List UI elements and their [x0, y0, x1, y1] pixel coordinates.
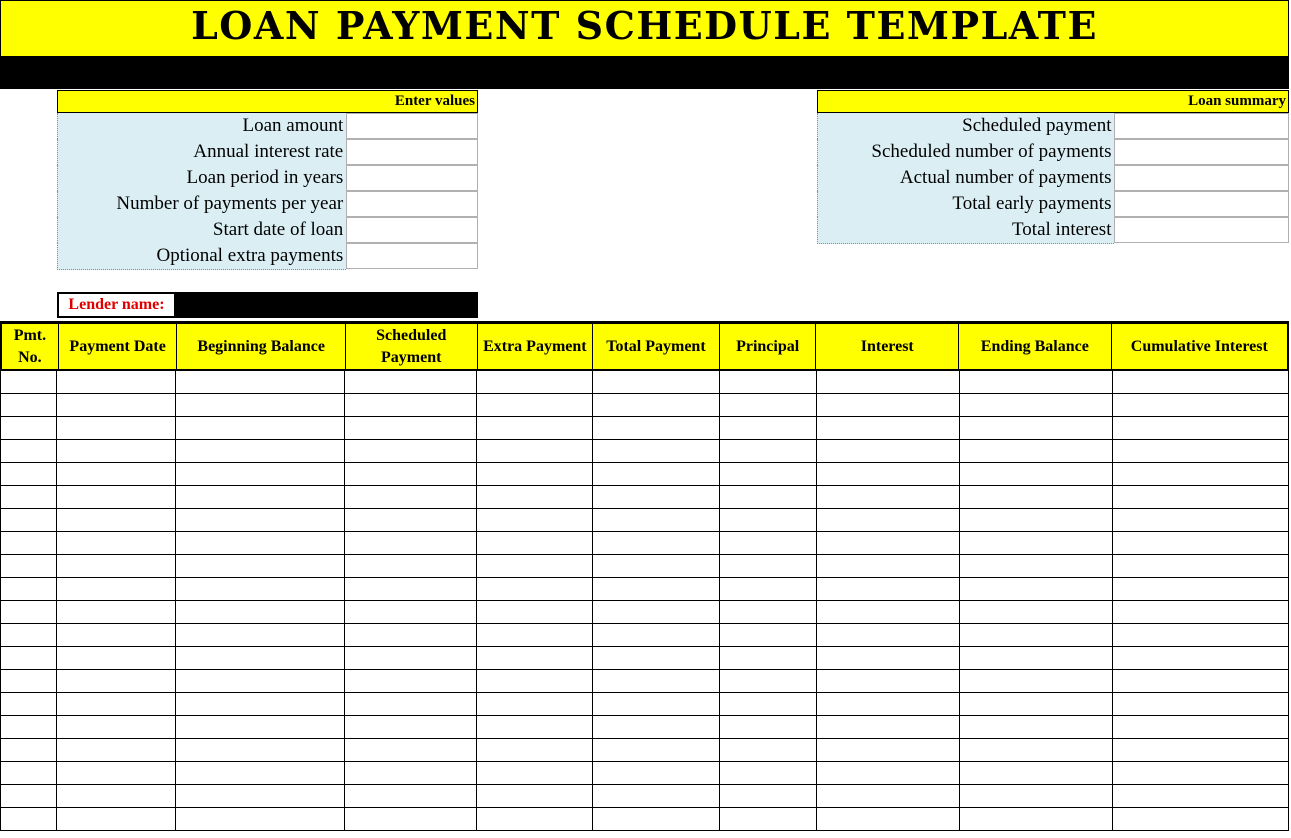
table-cell[interactable] — [176, 785, 345, 807]
table-cell[interactable] — [1113, 578, 1289, 600]
table-cell[interactable] — [477, 578, 593, 600]
loan-summary-row — [817, 113, 1289, 139]
table-cell[interactable] — [57, 578, 176, 600]
table-cell[interactable] — [593, 463, 720, 485]
table-cell[interactable] — [1113, 762, 1289, 784]
table-cell[interactable] — [57, 670, 176, 692]
table-cell[interactable] — [1113, 371, 1289, 393]
table-row — [0, 440, 1289, 463]
table-cell[interactable] — [0, 716, 57, 738]
loan-summary-input[interactable] — [1114, 191, 1289, 217]
enter-values-row — [57, 139, 478, 165]
enter-values-heading: Enter values — [57, 90, 478, 113]
table-cell[interactable] — [57, 693, 176, 715]
loan-summary-label: Scheduled number of payments — [817, 139, 1114, 165]
table-row — [0, 486, 1289, 509]
table-cell[interactable] — [817, 371, 960, 393]
schedule-table-header — [0, 321, 1289, 371]
table-cell[interactable] — [960, 693, 1113, 715]
table-row — [0, 808, 1289, 831]
table-cell[interactable] — [176, 509, 345, 531]
table-cell[interactable] — [176, 578, 345, 600]
table-cell[interactable] — [720, 486, 817, 508]
table-cell[interactable] — [960, 394, 1113, 416]
loan-summary-input[interactable] — [1114, 217, 1289, 243]
table-cell[interactable] — [176, 555, 345, 577]
table-row — [0, 532, 1289, 555]
table-cell[interactable] — [593, 693, 720, 715]
title-bar — [0, 0, 1289, 57]
table-row — [0, 417, 1289, 440]
table-cell[interactable] — [345, 716, 477, 738]
column-header: Scheduled Payment — [346, 324, 478, 369]
table-cell[interactable] — [0, 371, 57, 393]
table-cell[interactable] — [960, 509, 1113, 531]
table-cell[interactable] — [477, 624, 593, 646]
table-cell[interactable] — [960, 601, 1113, 623]
table-cell[interactable] — [593, 371, 720, 393]
table-cell[interactable] — [720, 394, 817, 416]
table-cell[interactable] — [176, 670, 345, 692]
column-header: Payment Date — [59, 324, 178, 369]
table-cell[interactable] — [593, 578, 720, 600]
table-cell[interactable] — [1113, 440, 1289, 462]
table-row — [0, 463, 1289, 486]
table-cell[interactable] — [57, 417, 176, 439]
enter-values-label: Number of payments per year — [57, 191, 346, 217]
table-cell[interactable] — [720, 762, 817, 784]
table-cell[interactable] — [960, 716, 1113, 738]
table-cell[interactable] — [817, 555, 960, 577]
table-cell[interactable] — [345, 601, 477, 623]
table-cell[interactable] — [1113, 532, 1289, 554]
table-cell[interactable] — [176, 463, 345, 485]
table-cell[interactable] — [817, 670, 960, 692]
table-cell[interactable] — [0, 555, 57, 577]
table-cell[interactable] — [477, 463, 593, 485]
table-row — [0, 555, 1289, 578]
table-cell[interactable] — [176, 693, 345, 715]
table-row — [0, 670, 1289, 693]
table-cell[interactable] — [57, 509, 176, 531]
enter-values-input[interactable] — [346, 191, 478, 217]
column-header: Pmt. No. — [2, 324, 59, 369]
table-cell[interactable] — [0, 624, 57, 646]
table-cell[interactable] — [176, 394, 345, 416]
table-cell[interactable] — [477, 555, 593, 577]
loan-summary-row — [817, 165, 1289, 191]
table-cell[interactable] — [345, 785, 477, 807]
table-cell[interactable] — [720, 808, 817, 830]
table-cell[interactable] — [345, 762, 477, 784]
table-cell[interactable] — [817, 394, 960, 416]
table-row — [0, 624, 1289, 647]
table-cell[interactable] — [720, 647, 817, 669]
table-cell[interactable] — [176, 762, 345, 784]
table-cell[interactable] — [345, 532, 477, 554]
enter-values-row — [57, 243, 478, 270]
loan-summary-row — [817, 139, 1289, 165]
loan-summary-row — [817, 191, 1289, 217]
table-cell[interactable] — [0, 601, 57, 623]
table-cell[interactable] — [593, 670, 720, 692]
table-cell[interactable] — [1113, 509, 1289, 531]
table-cell[interactable] — [817, 647, 960, 669]
table-cell[interactable] — [1113, 486, 1289, 508]
table-cell[interactable] — [593, 417, 720, 439]
table-cell[interactable] — [0, 647, 57, 669]
table-cell[interactable] — [817, 762, 960, 784]
table-cell[interactable] — [345, 578, 477, 600]
table-cell[interactable] — [57, 808, 176, 830]
table-cell[interactable] — [176, 624, 345, 646]
enter-values-label: Start date of loan — [57, 217, 346, 243]
table-cell[interactable] — [720, 371, 817, 393]
table-cell[interactable] — [0, 808, 57, 830]
enter-values-label: Loan period in years — [57, 165, 346, 191]
table-cell[interactable] — [1113, 693, 1289, 715]
enter-values-row — [57, 165, 478, 191]
enter-values-input[interactable] — [346, 113, 478, 139]
column-header: Principal — [720, 324, 817, 369]
table-cell[interactable] — [57, 371, 176, 393]
table-cell[interactable] — [477, 486, 593, 508]
table-cell[interactable] — [0, 509, 57, 531]
table-cell[interactable] — [345, 371, 477, 393]
table-cell[interactable] — [593, 762, 720, 784]
table-cell[interactable] — [1113, 624, 1289, 646]
loan-summary-input[interactable] — [1114, 165, 1289, 191]
enter-values-input[interactable] — [346, 217, 478, 243]
table-cell[interactable] — [477, 785, 593, 807]
table-cell[interactable] — [720, 532, 817, 554]
table-cell[interactable] — [960, 440, 1113, 462]
table-cell[interactable] — [176, 601, 345, 623]
table-cell[interactable] — [960, 739, 1113, 761]
table-cell[interactable] — [477, 693, 593, 715]
table-cell[interactable] — [720, 785, 817, 807]
table-cell[interactable] — [176, 440, 345, 462]
table-cell[interactable] — [345, 394, 477, 416]
table-cell[interactable] — [817, 808, 960, 830]
table-cell[interactable] — [817, 417, 960, 439]
table-cell[interactable] — [720, 509, 817, 531]
table-cell[interactable] — [960, 463, 1113, 485]
table-cell[interactable] — [593, 647, 720, 669]
table-cell[interactable] — [0, 394, 57, 416]
table-cell[interactable] — [817, 486, 960, 508]
table-cell[interactable] — [0, 463, 57, 485]
table-cell[interactable] — [57, 486, 176, 508]
header-black-band — [0, 57, 1289, 89]
table-cell[interactable] — [1113, 555, 1289, 577]
table-cell[interactable] — [720, 693, 817, 715]
enter-values-row — [57, 113, 478, 139]
table-cell[interactable] — [960, 808, 1113, 830]
table-cell[interactable] — [345, 739, 477, 761]
schedule-table-body — [0, 371, 1289, 831]
table-cell[interactable] — [593, 440, 720, 462]
column-header: Extra Payment — [478, 324, 594, 369]
table-cell[interactable] — [57, 555, 176, 577]
table-cell[interactable] — [345, 693, 477, 715]
table-cell[interactable] — [1113, 417, 1289, 439]
table-cell[interactable] — [720, 624, 817, 646]
table-cell[interactable] — [593, 808, 720, 830]
table-row — [0, 693, 1289, 716]
table-cell[interactable] — [176, 486, 345, 508]
column-header: Total Payment — [593, 324, 720, 369]
table-cell[interactable] — [345, 417, 477, 439]
column-header: Ending Balance — [959, 324, 1112, 369]
table-cell[interactable] — [960, 417, 1113, 439]
table-row — [0, 762, 1289, 785]
enter-values-panel — [57, 113, 478, 270]
table-cell[interactable] — [817, 716, 960, 738]
table-cell[interactable] — [593, 601, 720, 623]
column-header: Beginning Balance — [177, 324, 345, 369]
enter-values-label: Loan amount — [57, 113, 346, 139]
table-cell[interactable] — [720, 601, 817, 623]
table-cell[interactable] — [720, 463, 817, 485]
table-cell[interactable] — [960, 762, 1113, 784]
enter-values-input[interactable] — [346, 243, 478, 269]
table-row — [0, 785, 1289, 808]
table-row — [0, 716, 1289, 739]
table-row — [0, 371, 1289, 394]
table-cell[interactable] — [720, 440, 817, 462]
table-cell[interactable] — [593, 739, 720, 761]
table-cell[interactable] — [176, 739, 345, 761]
table-cell[interactable] — [960, 371, 1113, 393]
table-cell[interactable] — [345, 624, 477, 646]
table-cell[interactable] — [960, 647, 1113, 669]
table-cell[interactable] — [593, 624, 720, 646]
column-header: Interest — [816, 324, 959, 369]
table-cell[interactable] — [57, 647, 176, 669]
table-cell[interactable] — [593, 509, 720, 531]
table-cell[interactable] — [345, 509, 477, 531]
table-cell[interactable] — [57, 785, 176, 807]
column-header: Cumulative Interest — [1130, 337, 1268, 355]
table-cell[interactable] — [817, 509, 960, 531]
loan-summary-panel — [817, 113, 1289, 244]
table-cell[interactable] — [1113, 808, 1289, 830]
table-cell[interactable] — [817, 440, 960, 462]
loan-summary-label: Scheduled payment — [817, 113, 1114, 139]
lender-name-input[interactable] — [176, 292, 478, 318]
enter-values-label: Optional extra payments — [57, 243, 346, 270]
table-cell[interactable] — [720, 578, 817, 600]
enter-values-input[interactable] — [346, 139, 478, 165]
table-cell[interactable] — [57, 394, 176, 416]
table-cell[interactable] — [960, 555, 1113, 577]
lender-name-label: Lender name: — [57, 292, 176, 318]
table-cell[interactable] — [593, 486, 720, 508]
table-cell[interactable] — [176, 647, 345, 669]
table-cell[interactable] — [817, 463, 960, 485]
table-cell[interactable] — [477, 371, 593, 393]
loan-summary-label: Actual number of payments — [817, 165, 1114, 191]
table-cell[interactable] — [176, 417, 345, 439]
table-cell[interactable] — [817, 601, 960, 623]
table-cell[interactable] — [345, 463, 477, 485]
table-cell[interactable] — [176, 532, 345, 554]
table-cell[interactable] — [960, 624, 1113, 646]
table-cell[interactable] — [345, 670, 477, 692]
loan-summary-label: Total interest — [817, 217, 1114, 244]
table-cell[interactable] — [720, 555, 817, 577]
table-cell[interactable] — [817, 624, 960, 646]
table-cell[interactable] — [0, 670, 57, 692]
table-cell[interactable] — [593, 555, 720, 577]
table-cell[interactable] — [477, 509, 593, 531]
table-cell[interactable] — [345, 647, 477, 669]
table-cell[interactable] — [57, 716, 176, 738]
table-row — [0, 647, 1289, 670]
table-cell[interactable] — [477, 762, 593, 784]
table-row — [0, 739, 1289, 762]
table-cell[interactable] — [477, 739, 593, 761]
loan-summary-row — [817, 217, 1289, 244]
table-cell[interactable] — [1113, 647, 1289, 669]
table-cell[interactable] — [817, 578, 960, 600]
enter-values-label: Annual interest rate — [57, 139, 346, 165]
table-cell[interactable] — [345, 440, 477, 462]
table-cell[interactable] — [345, 555, 477, 577]
table-cell[interactable] — [477, 417, 593, 439]
table-cell[interactable] — [720, 716, 817, 738]
table-cell[interactable] — [57, 463, 176, 485]
table-cell[interactable] — [720, 417, 817, 439]
table-cell[interactable] — [720, 739, 817, 761]
table-cell[interactable] — [345, 486, 477, 508]
table-cell[interactable] — [593, 716, 720, 738]
table-cell[interactable] — [1113, 739, 1289, 761]
table-cell[interactable] — [345, 808, 477, 830]
table-cell[interactable] — [593, 785, 720, 807]
loan-summary-label: Total early payments — [817, 191, 1114, 217]
table-cell[interactable] — [0, 785, 57, 807]
table-cell[interactable] — [0, 417, 57, 439]
table-cell[interactable] — [0, 440, 57, 462]
table-cell[interactable] — [477, 440, 593, 462]
table-cell[interactable] — [817, 785, 960, 807]
table-cell[interactable] — [1113, 394, 1289, 416]
table-cell[interactable] — [477, 670, 593, 692]
table-cell[interactable] — [57, 601, 176, 623]
table-cell[interactable] — [477, 808, 593, 830]
loan-summary-heading: Loan summary — [817, 90, 1289, 113]
table-row — [0, 578, 1289, 601]
table-cell[interactable] — [960, 670, 1113, 692]
table-cell[interactable] — [817, 739, 960, 761]
table-cell[interactable] — [477, 394, 593, 416]
table-cell[interactable] — [960, 785, 1113, 807]
enter-values-row — [57, 217, 478, 243]
table-cell[interactable] — [0, 486, 57, 508]
table-cell[interactable] — [176, 808, 345, 830]
table-cell[interactable] — [0, 532, 57, 554]
table-cell[interactable] — [0, 578, 57, 600]
table-cell[interactable] — [817, 693, 960, 715]
table-cell[interactable] — [593, 532, 720, 554]
table-cell[interactable] — [477, 647, 593, 669]
table-cell[interactable] — [477, 601, 593, 623]
table-row — [0, 394, 1289, 417]
table-cell[interactable] — [176, 371, 345, 393]
table-cell[interactable] — [57, 762, 176, 784]
table-cell[interactable] — [960, 486, 1113, 508]
table-cell[interactable] — [57, 624, 176, 646]
table-cell[interactable] — [960, 532, 1113, 554]
loan-summary-input[interactable] — [1114, 113, 1289, 139]
table-cell[interactable] — [57, 739, 176, 761]
table-cell[interactable] — [1113, 601, 1289, 623]
table-cell[interactable] — [477, 716, 593, 738]
table-cell[interactable] — [57, 440, 176, 462]
table-cell[interactable] — [1113, 670, 1289, 692]
table-cell[interactable] — [1113, 716, 1289, 738]
table-cell[interactable] — [0, 762, 57, 784]
table-cell[interactable] — [57, 532, 176, 554]
table-cell[interactable] — [593, 394, 720, 416]
table-cell[interactable] — [960, 578, 1113, 600]
loan-summary-input[interactable] — [1114, 139, 1289, 165]
enter-values-row — [57, 191, 478, 217]
table-cell[interactable] — [0, 739, 57, 761]
table-row — [0, 601, 1289, 624]
table-cell[interactable] — [0, 693, 57, 715]
table-cell[interactable] — [1113, 463, 1289, 485]
table-cell[interactable] — [817, 532, 960, 554]
table-cell[interactable] — [1113, 785, 1289, 807]
table-cell[interactable] — [720, 670, 817, 692]
page-title: LOAN PAYMENT SCHEDULE TEMPLATE — [191, 3, 1098, 48]
table-cell[interactable] — [176, 716, 345, 738]
table-row — [0, 509, 1289, 532]
table-cell[interactable] — [477, 532, 593, 554]
enter-values-input[interactable] — [346, 165, 478, 191]
